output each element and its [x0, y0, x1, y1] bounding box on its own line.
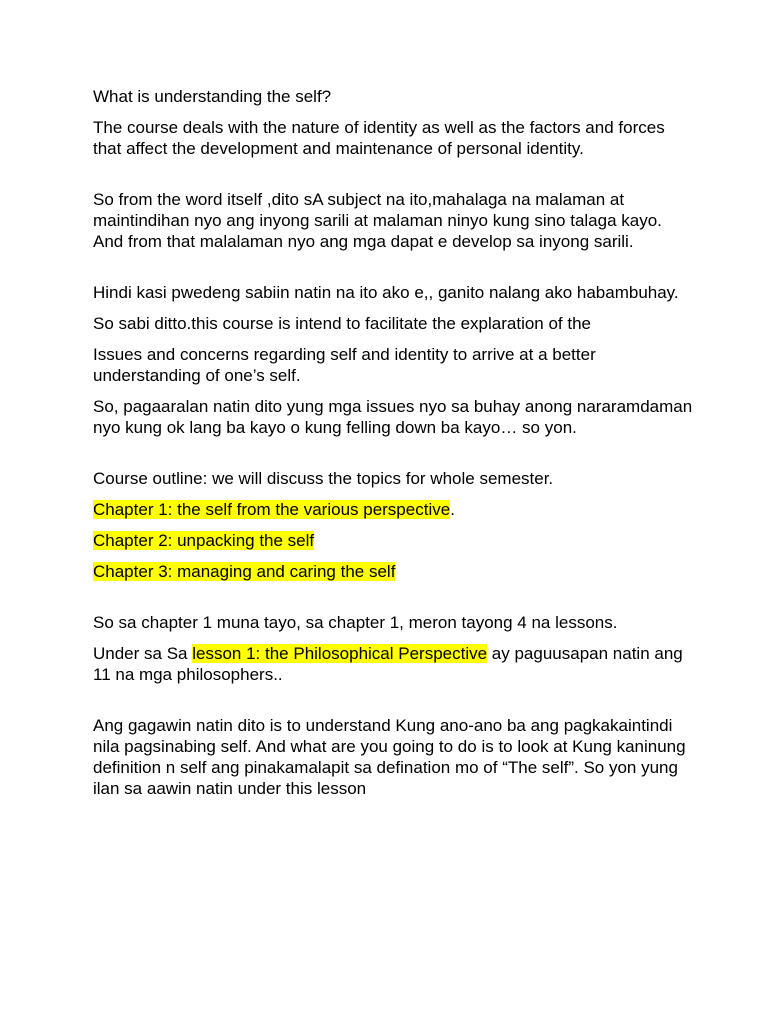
document-body — [93, 86, 693, 809]
spacer — [93, 592, 693, 612]
chapter-2-highlight: Chapter 2: unpacking the self — [93, 531, 315, 550]
chapter-3-line — [93, 561, 693, 582]
question-heading: What is understanding the self? — [93, 87, 332, 106]
lesson-1-prefix: Under sa Sa — [93, 644, 193, 663]
chapter-1-period: . — [450, 500, 455, 519]
paragraph-gagawin: Ang gagawin natin dito is to understand Kung ano-ano ba ang pagkakaintindi nila pagsinabing self. And what are you going to do is to look at Kung kaninung definition n self ang pinakamalapit sa defination mo of “The self”. So yon yung ilan sa aawin natin under this lesson — [93, 716, 686, 798]
paragraph-self-meaning: So from the word itself ,dito sA subject na ito,mahalaga na malaman at maintindihan nyo ang inyong sarili at malaman ninyo kung sino talaga kayo. And from that malalaman nyo ang mga dapat e develop sa inyong sarili. — [93, 190, 662, 251]
paragraph-lesson-1 — [93, 643, 693, 685]
paragraph-chapter-1-lessons: So sa chapter 1 muna tayo, sa chapter 1, meron tayong 4 na lessons. — [93, 613, 618, 632]
paragraph-issues: Issues and concerns regarding self and identity to arrive at a better understanding of one’s self. — [93, 345, 596, 385]
paragraph-pagaaralan: So, pagaaralan natin dito yung mga issues nyo sa buhay anong nararamdaman nyo kung ok lang ba kayo o kung felling down ba kayo… so yon. — [93, 397, 693, 437]
paragraph-course-intent: So sabi ditto.this course is intend to facilitate the explaration of the — [93, 314, 592, 333]
chapter-2-line — [93, 530, 693, 551]
course-outline: Course outline: we will discuss the topics for whole semester. — [93, 469, 554, 488]
lesson-1-suffix: ay paguusapan natin ang 11 na mga philosophers.. — [93, 644, 683, 684]
spacer — [93, 448, 693, 468]
spacer — [93, 695, 693, 715]
lesson-1-highlight: lesson 1: the Philosophical Perspective — [192, 644, 488, 663]
course-description: The course deals with the nature of identity as well as the factors and forces that affect the development and maintenance of personal identity. — [93, 118, 665, 158]
chapter-3-highlight: Chapter 3: managing and caring the self — [93, 562, 396, 581]
chapter-1-line — [93, 499, 693, 520]
paragraph-habambuhay: Hindi kasi pwedeng sabiin natin na ito ako e,, ganito nalang ako habambuhay. — [93, 283, 679, 302]
spacer — [93, 169, 693, 189]
chapter-1-highlight: Chapter 1: the self from the various perspective — [93, 500, 451, 519]
spacer — [93, 262, 693, 282]
